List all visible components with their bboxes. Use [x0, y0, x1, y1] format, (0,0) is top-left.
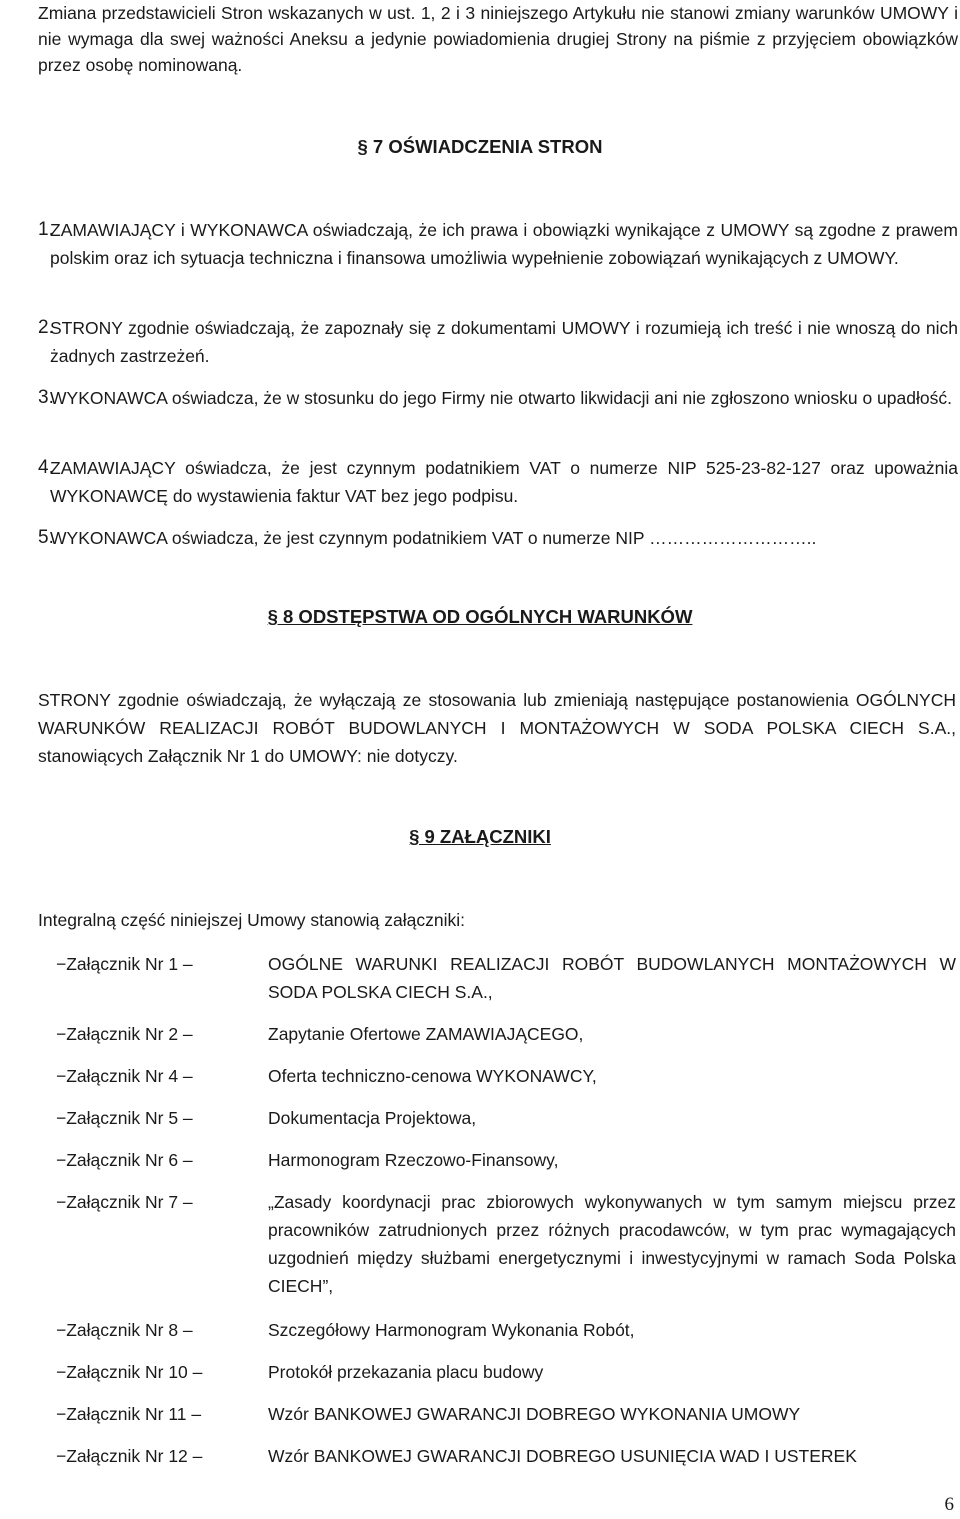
- attachment-label: −Załącznik Nr 11 –: [56, 1404, 202, 1424]
- section-7-heading: § 7 OŚWIADCZENIA STRON: [357, 136, 603, 157]
- item-text: STRONY zgodnie oświadczają, że zapoznały się z dokumentami UMOWY i rozumieją ich treść i nie wnoszą do nich żadnych zastrzeżeń.: [50, 318, 958, 366]
- attachment-label: −Załącznik Nr 4 –: [56, 1066, 193, 1086]
- attachments-intro: Integralną część niniejszej Umowy stanowią załączniki:: [38, 910, 465, 930]
- item-number: 4.: [38, 457, 54, 478]
- attachment-label: −Załącznik Nr 1 –: [56, 954, 193, 974]
- item-text: WYKONAWCA oświadcza, że jest czynnym podatnikiem VAT o numerze NIP ………………………..: [50, 528, 817, 548]
- attachment-description: Harmonogram Rzeczowo-Finansowy,: [268, 1150, 559, 1170]
- list-item: [38, 384, 958, 412]
- list-item: [38, 454, 958, 510]
- attachment-label: −Załącznik Nr 2 –: [56, 1024, 193, 1044]
- attachment-description: Wzór BANKOWEJ GWARANCJI DOBREGO USUNIĘCIA WAD I USTEREK: [268, 1446, 857, 1466]
- attachment-description: Oferta techniczno-cenowa WYKONAWCY,: [268, 1066, 597, 1086]
- attachment-description: Szczegółowy Harmonogram Wykonania Robót,: [268, 1320, 635, 1340]
- attachment-description: OGÓLNE WARUNKI REALIZACJI ROBÓT BUDOWLANYCH MONTAŻOWYCH W SODA POLSKA CIECH S.A.,: [268, 954, 956, 1002]
- attachment-description: Protokół przekazania placu budowy: [268, 1362, 544, 1382]
- item-number: 2.: [38, 317, 54, 338]
- list-item: [38, 524, 958, 552]
- item-number: 1.: [38, 219, 54, 240]
- attachment-description: „Zasady koordynacji prac zbiorowych wykonywanych w tym samym miejscu przez pracowników zatrudnionych przez różnych pracodawców, w tym prac wymagających uzgodnień między służbami energetycznymi i inwestycyjnymi w ramach Soda Polska CIECH”,: [268, 1192, 956, 1296]
- list-item: [38, 216, 958, 272]
- attachment-label: −Załącznik Nr 12 –: [56, 1446, 203, 1466]
- intro-paragraph: Zmiana przedstawicieli Stron wskazanych w ust. 1, 2 i 3 niniejszego Artykułu nie stanowi zmiany warunków UMOWY i nie wymaga dla swej ważności Aneksu a jedynie powiadomienia drugiej Strony na piśmie z przyjęciem obowiązków przez osobę nominowaną.: [38, 3, 958, 75]
- item-text: ZAMAWIAJĄCY oświadcza, że jest czynnym podatnikiem VAT o numerze NIP 525-23-82-127 oraz upoważnia WYKONAWCĘ do wystawienia faktur VAT bez jego podpisu.: [50, 458, 958, 506]
- attachment-label: −Załącznik Nr 8 –: [56, 1320, 193, 1340]
- page-number: 6: [944, 1494, 954, 1515]
- attachment-description: Zapytanie Ofertowe ZAMAWIAJĄCEGO,: [268, 1024, 584, 1044]
- section-8-paragraph: STRONY zgodnie oświadczają, że wyłączają ze stosowania lub zmieniają następujące postanowienia OGÓLNYCH WARUNKÓW REALIZACJI ROBÓT BUDOWLANYCH I MONTAŻOWYCH W SODA POLSKA CIECH S.A., stanowiących Załącznik Nr 1 do UMOWY: nie dotyczy.: [38, 690, 956, 766]
- item-text: WYKONAWCA oświadcza, że w stosunku do jego Firmy nie otwarto likwidacji ani nie zgłoszono wniosku o upadłość.: [50, 388, 952, 408]
- attachment-label: −Załącznik Nr 6 –: [56, 1150, 193, 1170]
- section-9-heading: § 9 ZAŁĄCZNIKI: [409, 826, 551, 847]
- section-8-heading: § 8 ODSTĘPSTWA OD OGÓLNYCH WARUNKÓW: [267, 606, 693, 627]
- item-number: 3.: [38, 387, 54, 408]
- list-item: [38, 314, 958, 370]
- attachment-label: −Załącznik Nr 7 –: [56, 1192, 193, 1212]
- attachment-description: Dokumentacja Projektowa,: [268, 1108, 477, 1128]
- item-number: 5.: [38, 527, 54, 548]
- attachment-description: Wzór BANKOWEJ GWARANCJI DOBREGO WYKONANIA UMOWY: [268, 1404, 801, 1424]
- item-text: ZAMAWIAJĄCY i WYKONAWCA oświadczają, że ich prawa i obowiązki wynikające z UMOWY są zgodne z prawem polskim oraz ich sytuacja techniczna i finansowa umożliwia wypełnienie zobowiązań wynikających z UMOWY.: [50, 220, 958, 268]
- attachment-label: −Załącznik Nr 10 –: [56, 1362, 203, 1382]
- attachment-label: −Załącznik Nr 5 –: [56, 1108, 193, 1128]
